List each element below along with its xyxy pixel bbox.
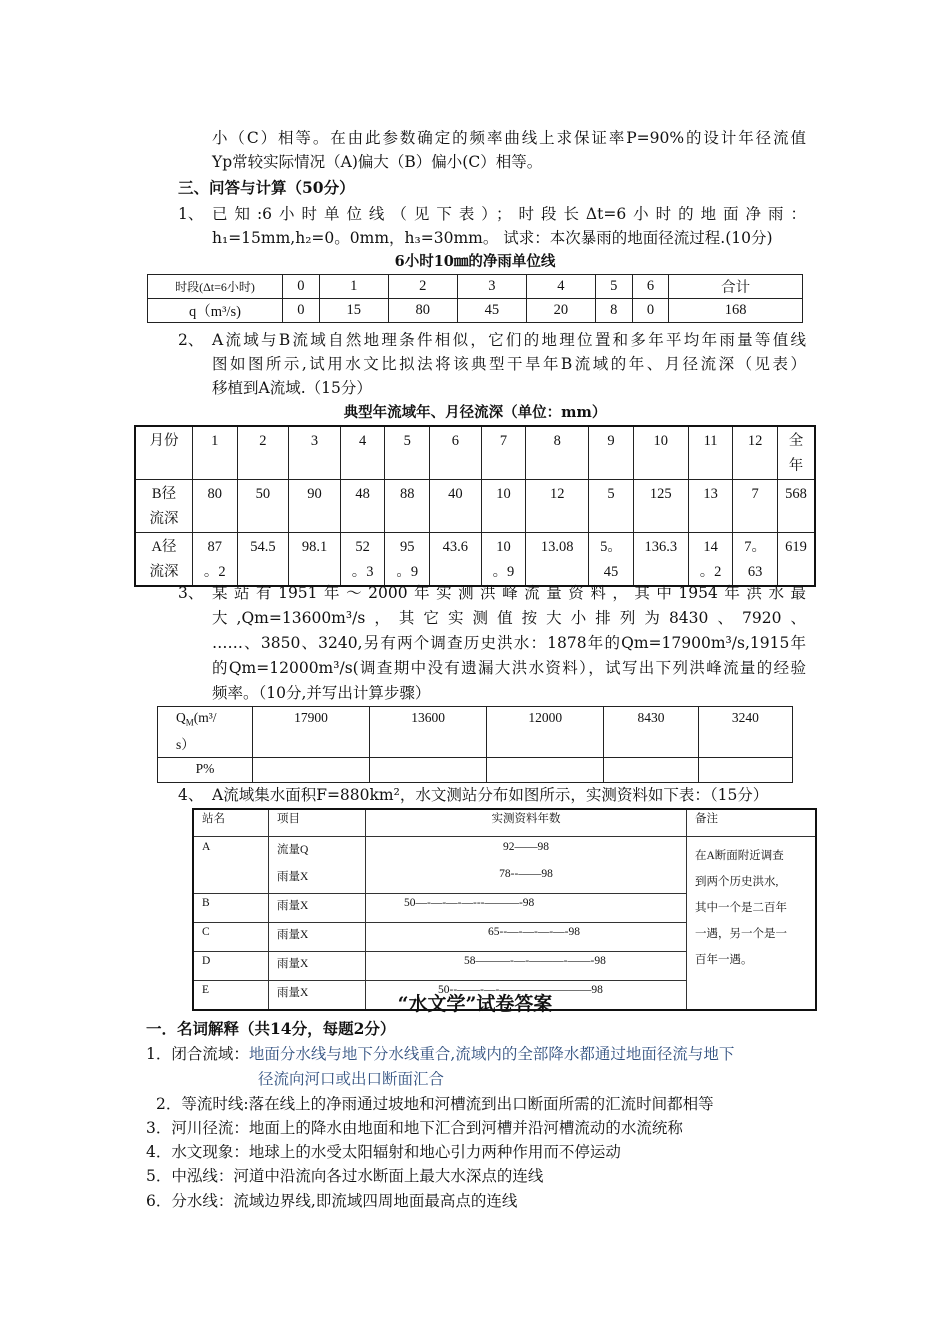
header-item: 项目 — [269, 809, 366, 837]
table-row — [193, 837, 816, 867]
period-label-cell: 时段(Δt=6小时) — [148, 275, 283, 299]
month-cell: 12 — [733, 426, 778, 480]
qm-label-a: Q — [176, 710, 186, 725]
answers-heading: 一．名词解释（共14分，每题2分） — [146, 1019, 396, 1038]
a-value-line2: 。2 — [699, 564, 722, 580]
item-cell: 流量Q — [269, 837, 366, 867]
station-cell: E — [193, 981, 269, 1011]
a-label-a: A径 — [151, 539, 177, 555]
month-cell: 9 — [589, 426, 634, 480]
answer-term: 闭合流域： — [171, 1045, 249, 1063]
b-value-cell: 48 — [340, 480, 385, 533]
table-row — [158, 758, 793, 783]
q2-line-1: A流域与B流域自然地理条件相似，它们的地理位置和多年平均年雨量等值线 — [212, 331, 806, 349]
q4-number: 4、 — [178, 786, 204, 804]
a-value-line1: 98.1 — [301, 539, 328, 555]
a-value-cell — [526, 533, 589, 587]
month-cell: 10 — [633, 426, 688, 480]
unit-hydrograph-table — [147, 274, 803, 323]
item-cell: 雨量X — [269, 923, 366, 952]
answer-num: 1． — [146, 1045, 172, 1063]
b-value-cell: 40 — [430, 480, 482, 533]
period-cell: 2 — [388, 275, 457, 299]
a-value-cell — [633, 533, 688, 587]
station-cell: D — [193, 952, 269, 981]
b-value-cell: 125 — [633, 480, 688, 533]
note-line: 其中一个是二百年 — [695, 902, 787, 914]
q-cell: 8 — [595, 299, 632, 323]
p-label-cell: P% — [158, 758, 253, 783]
header-station: 站名 — [193, 809, 269, 837]
years-cell: 92——98 — [366, 837, 687, 867]
a-value-line2: 。2 — [203, 564, 226, 580]
years-cell: 50—-—-—-—---———-98 — [366, 894, 687, 923]
answer-term: 中泓线： — [171, 1167, 234, 1185]
q2-table-title: 典型年流域年、月径流深（单位：mm） — [343, 404, 607, 421]
a-label-cell — [135, 533, 193, 587]
b-value-cell: 7 — [733, 480, 778, 533]
q-cell: 0 — [283, 299, 320, 323]
b-value-cell: 568 — [778, 480, 816, 533]
b-value-cell: 88 — [385, 480, 430, 533]
station-cell: B — [193, 894, 269, 923]
qm-label-b: (m³/ — [193, 710, 217, 725]
q-cell: 168 — [669, 299, 803, 323]
top-line-1: 小（C）相等。在由此参数确定的频率曲线上求保证率P=90%的设计年径流值 — [212, 129, 806, 147]
a-value-cell — [688, 533, 733, 587]
q-cell: 45 — [457, 299, 526, 323]
qm-value-cell: 8430 — [604, 707, 698, 758]
answer-4 — [146, 1140, 621, 1164]
answer-num: 5． — [146, 1167, 172, 1185]
b-label-cell — [135, 480, 193, 533]
answer-def: 河道中沿流向各过水断面上最大水深点的连线 — [233, 1167, 544, 1185]
q3-line-3: ……、3850、3240,另有两个调查历史洪水：1878年的Qm=17900m³/s,1915年 — [212, 634, 806, 652]
q-cell: 15 — [319, 299, 388, 323]
a-value-line1: 13.08 — [540, 539, 574, 555]
a-value-line1: 52 — [355, 539, 370, 555]
b-value-cell: 5 — [589, 480, 634, 533]
annual-label-a: 全 — [788, 433, 804, 449]
period-cell: 合计 — [669, 275, 803, 299]
a-value-cell — [733, 533, 778, 587]
answer-term: 河川径流： — [171, 1119, 249, 1137]
table-row — [148, 275, 803, 299]
month-cell: 7 — [481, 426, 526, 480]
q-label-cell: q（m³/s) — [148, 299, 283, 323]
a-value-line1: 5。 — [600, 539, 622, 555]
a-value-line1: 54.5 — [250, 539, 276, 555]
q1-table-title: 6小时10㎜的净雨单位线 — [394, 253, 556, 270]
a-value-cell — [385, 533, 430, 587]
note-line: 一遇，另一个是一 — [695, 928, 787, 940]
period-cell: 5 — [595, 275, 632, 299]
answer-3 — [146, 1116, 683, 1140]
p-value-cell — [698, 758, 792, 783]
q3-line-5: 频率。（10分,并写出计算步骤） — [212, 684, 431, 702]
a-value-line1: 136.3 — [644, 539, 678, 555]
a-value-cell — [193, 533, 238, 587]
qm-value-cell: 3240 — [698, 707, 792, 758]
answer-num: 6． — [146, 1192, 172, 1210]
years-cell: 78--——98 — [366, 866, 687, 894]
answer-def-line1: 地面分水线与地下分水线重合,流域内的全部降水都通过地面径流与地下 — [248, 1045, 735, 1063]
table-row — [135, 533, 815, 587]
a-value-cell — [481, 533, 526, 587]
item-cell: 雨量X — [269, 866, 366, 894]
q-cell: 20 — [526, 299, 595, 323]
qm-label-c: s） — [176, 736, 195, 752]
a-value-line1: 43.6 — [442, 539, 469, 555]
note-line: 到两个历史洪水, — [695, 876, 779, 888]
section-3-heading: 三、问答与计算（50分） — [178, 178, 355, 197]
answer-1 — [146, 1042, 734, 1066]
qm-label-sub: M — [185, 717, 194, 728]
header-years: 实测资料年数 — [366, 809, 687, 837]
b-label-a: B径 — [151, 486, 177, 502]
period-cell: 1 — [319, 275, 388, 299]
period-cell: 6 — [632, 275, 669, 299]
q4-line-1: A流域集水面积F=880km²，水文测站分布如图所示，实测资料如下表：（15分） — [212, 786, 769, 804]
table-row — [135, 426, 815, 480]
header-note: 备注 — [687, 809, 817, 837]
answer-term: 分水线： — [171, 1192, 234, 1210]
answer-5 — [146, 1164, 543, 1188]
a-value-cell — [778, 533, 816, 587]
a-value-cell — [589, 533, 634, 587]
answer-2 — [156, 1092, 714, 1116]
p-value-cell — [487, 758, 604, 783]
table-row — [135, 480, 815, 533]
p-value-cell — [370, 758, 487, 783]
years-cell: 50--——-—-————————98 — [366, 981, 687, 1011]
a-value-line2: 63 — [747, 564, 763, 580]
b-value-cell: 90 — [289, 480, 341, 533]
month-cell: 2 — [237, 426, 289, 480]
station-cell: A — [193, 837, 269, 894]
q-cell: 80 — [388, 299, 457, 323]
answer-def: 地球上的水受太阳辐射和地心引力两种作用而不停运动 — [248, 1143, 621, 1161]
answers-title: “水文学”试卷答案 — [397, 993, 553, 1015]
month-cell: 8 — [526, 426, 589, 480]
note-line: 在A断面附近调查 — [695, 850, 784, 862]
qm-value-cell: 17900 — [253, 707, 370, 758]
a-value-line1: 14 — [703, 539, 718, 555]
annual-label-b: 年 — [788, 458, 804, 474]
top-line-2: Yp常较实际情况（A)偏大（B）偏小(C）相等。 — [212, 153, 543, 171]
q1-line-2: h₁=15mm,h₂=0。0mm，h₃=30mm。 试求：本次暴雨的地面径流过程.(10分) — [212, 229, 773, 247]
b-value-cell: 13 — [688, 480, 733, 533]
q1-number: 1、 — [178, 205, 204, 223]
runoff-depth-table — [134, 425, 816, 587]
annual-cell — [778, 426, 816, 480]
table-row — [193, 809, 816, 837]
b-value-cell: 80 — [193, 480, 238, 533]
q-cell: 0 — [632, 299, 669, 323]
month-cell: 6 — [430, 426, 482, 480]
q3-line-4: 的Qm=12000m³/s(调查期中没有遗漏大洪水资料），试写出下列洪峰流量的经验 — [212, 659, 806, 677]
b-label-b: 流深 — [149, 511, 179, 527]
a-value-line2: 。9 — [492, 564, 515, 580]
month-label-cell: 月份 — [135, 426, 193, 480]
answer-term: 水文现象： — [171, 1143, 249, 1161]
a-value-line1: 95 — [399, 539, 415, 555]
p-value-cell — [604, 758, 698, 783]
a-value-line1: 619 — [785, 539, 807, 555]
years-cell: 65--—-—-—-—-98 — [366, 923, 687, 952]
month-cell: 3 — [289, 426, 341, 480]
qm-value-cell: 13600 — [370, 707, 487, 758]
a-value-line1: 7。 — [744, 539, 767, 555]
answer-def: 地面上的降水由地面和地下汇合到河槽并沿河槽流动的水流统称 — [248, 1119, 683, 1137]
answer-def: 流域边界线,即流域四周地面最高点的连线 — [233, 1192, 518, 1210]
table-row — [148, 299, 803, 323]
period-cell: 0 — [283, 275, 320, 299]
q3-line-1: 某站有1951年～2000年实测洪峰流量资料，其中1954年洪水最 — [212, 584, 806, 602]
a-value-cell — [237, 533, 289, 587]
answer-term: 等流时线: — [181, 1095, 249, 1113]
a-value-line2: 45 — [603, 564, 619, 580]
a-value-line1: 10 — [496, 539, 511, 555]
q1-line-1: 已知:6小时单位线（见下表）；时段长Δt=6小时的地面净雨： — [212, 205, 806, 223]
b-value-cell: 10 — [481, 480, 526, 533]
p-value-cell — [253, 758, 370, 783]
item-cell: 雨量X — [269, 952, 366, 981]
a-value-cell — [430, 533, 482, 587]
answer-1-line-2: 径流向河口或出口断面汇合 — [258, 1070, 445, 1088]
answer-num: 3． — [146, 1119, 172, 1137]
answer-num: 4． — [146, 1143, 172, 1161]
period-cell: 3 — [457, 275, 526, 299]
a-value-line2: 。9 — [396, 564, 419, 580]
a-value-line1: 87 — [207, 539, 223, 555]
period-cell: 4 — [526, 275, 595, 299]
a-value-cell — [340, 533, 385, 587]
month-cell: 11 — [688, 426, 733, 480]
q2-line-3: 移植到A流域.（15分） — [212, 379, 372, 397]
item-cell: 雨量X — [269, 981, 366, 1011]
b-value-cell: 50 — [237, 480, 289, 533]
station-data-table — [192, 808, 817, 1011]
q3-number: 3、 — [178, 584, 204, 602]
qm-label-cell — [158, 707, 253, 758]
years-cell: 58———-—-———-——-98 — [366, 952, 687, 981]
answer-def: 落在线上的净雨通过坡地和河槽流到出口断面所需的汇流时间都相等 — [248, 1095, 714, 1113]
q2-number: 2、 — [178, 331, 204, 349]
item-cell: 雨量X — [269, 894, 366, 923]
a-label-b: 流深 — [149, 564, 179, 580]
a-value-cell — [289, 533, 341, 587]
note-cell — [687, 837, 817, 1011]
flood-frequency-table — [157, 706, 793, 783]
month-cell: 4 — [340, 426, 385, 480]
station-cell: C — [193, 923, 269, 952]
answer-6 — [146, 1189, 517, 1213]
q2-line-2: 图如图所示,试用水文比拟法将该典型干旱年B流域的年、月径流深（见表） — [212, 355, 806, 373]
month-cell: 5 — [385, 426, 430, 480]
table-row — [158, 707, 793, 758]
month-cell: 1 — [193, 426, 238, 480]
qm-value-cell: 12000 — [487, 707, 604, 758]
answer-num: 2． — [156, 1095, 182, 1113]
note-line: 百年一遇。 — [695, 954, 753, 966]
q3-line-2: 大,Qm=13600m³/s，其它实测值按大小排列为8430、7920、 — [212, 609, 806, 627]
a-value-line2: 。3 — [351, 564, 374, 580]
b-value-cell: 12 — [526, 480, 589, 533]
